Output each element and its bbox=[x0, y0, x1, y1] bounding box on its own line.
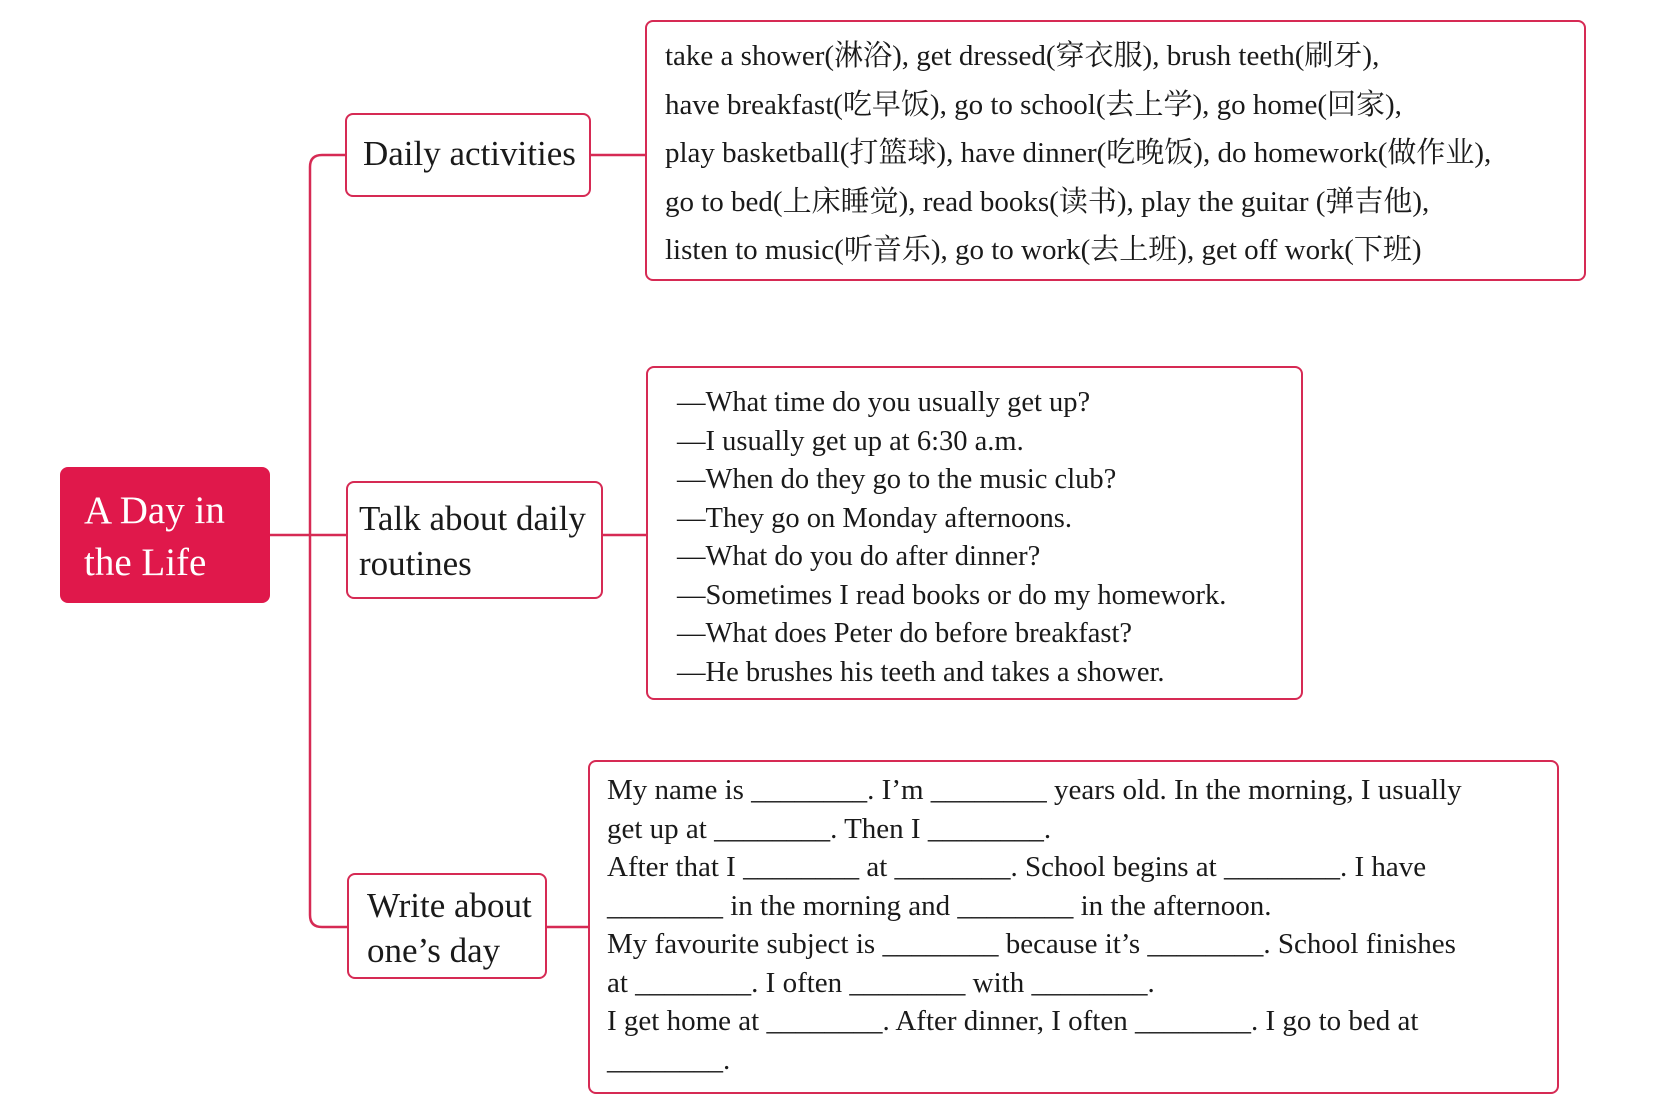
activity-line: go to bed(上床睡觉), read books(读书), play the guitar (弹吉他), bbox=[665, 185, 1430, 218]
writing-line: get up at ________. Then I ________. bbox=[607, 812, 1052, 845]
activities-box bbox=[645, 20, 1586, 281]
branch-label-line-1: Write about bbox=[367, 886, 532, 925]
branch-label-line-1: Talk about daily bbox=[359, 499, 586, 538]
writing-template-lines bbox=[607, 771, 1557, 1079]
activity-line: take a shower(淋浴), get dressed(穿衣服), brush teeth(刷牙), bbox=[665, 40, 1380, 72]
root-title-line-1: A Day in bbox=[84, 489, 225, 532]
dialogue-line: —When do they go to the music club? bbox=[677, 464, 1117, 495]
activity-line: have breakfast(吃早饭), go to school(去上学), go home(回家), bbox=[665, 88, 1402, 121]
dialogue-line: —What does Peter do before breakfast? bbox=[677, 618, 1133, 649]
writing-line: at ________. I often ________ with ________. bbox=[607, 966, 1155, 999]
writing-line: After that I ________ at ________. School begins at ________. I have bbox=[607, 851, 1427, 883]
writing-line: ________ in the morning and ________ in the afternoon. bbox=[607, 889, 1272, 922]
branch-label-line-2: one’s day bbox=[367, 931, 501, 970]
dialogue-line: —They go on Monday afternoons. bbox=[677, 502, 1072, 534]
root-title-line-2: the Life bbox=[84, 541, 207, 584]
writing-line: My favourite subject is ________ because it’s ________. School finishes bbox=[607, 928, 1456, 960]
branch-write-about-ones-day bbox=[347, 873, 547, 979]
spine-line bbox=[310, 155, 347, 927]
dialogue-line: —I usually get up at 6:30 a.m. bbox=[677, 425, 1024, 457]
branch-daily-activities bbox=[345, 113, 591, 197]
dialogue-box bbox=[646, 366, 1303, 700]
writing-template-box bbox=[588, 760, 1559, 1094]
writing-line: I get home at ________. After dinner, I often ________. I go to bed at bbox=[607, 1005, 1419, 1037]
branch-label-line-1: Daily activities bbox=[363, 134, 576, 173]
dialogue-line: —What time do you usually get up? bbox=[677, 387, 1091, 418]
branch-label-line-2: routines bbox=[359, 544, 472, 583]
activity-line: listen to music(听音乐), go to work(去上班), get off work(下班) bbox=[665, 234, 1422, 266]
activities-list bbox=[665, 32, 1584, 275]
writing-line: ________. bbox=[607, 1043, 731, 1076]
dialogue-list bbox=[677, 384, 1301, 692]
root-node bbox=[60, 467, 270, 603]
dialogue-line: —Sometimes I read books or do my homework. bbox=[677, 579, 1227, 611]
branch-talk-about-daily-routines bbox=[346, 481, 603, 599]
dialogue-line: —What do you do after dinner? bbox=[677, 541, 1041, 572]
activity-line: play basketball(打篮球), have dinner(吃晚饭), do homework(做作业), bbox=[665, 137, 1492, 169]
dialogue-line: —He brushes his teeth and takes a shower. bbox=[677, 656, 1165, 688]
writing-line: My name is ________. I’m ________ years old. In the morning, I usually bbox=[607, 774, 1462, 806]
